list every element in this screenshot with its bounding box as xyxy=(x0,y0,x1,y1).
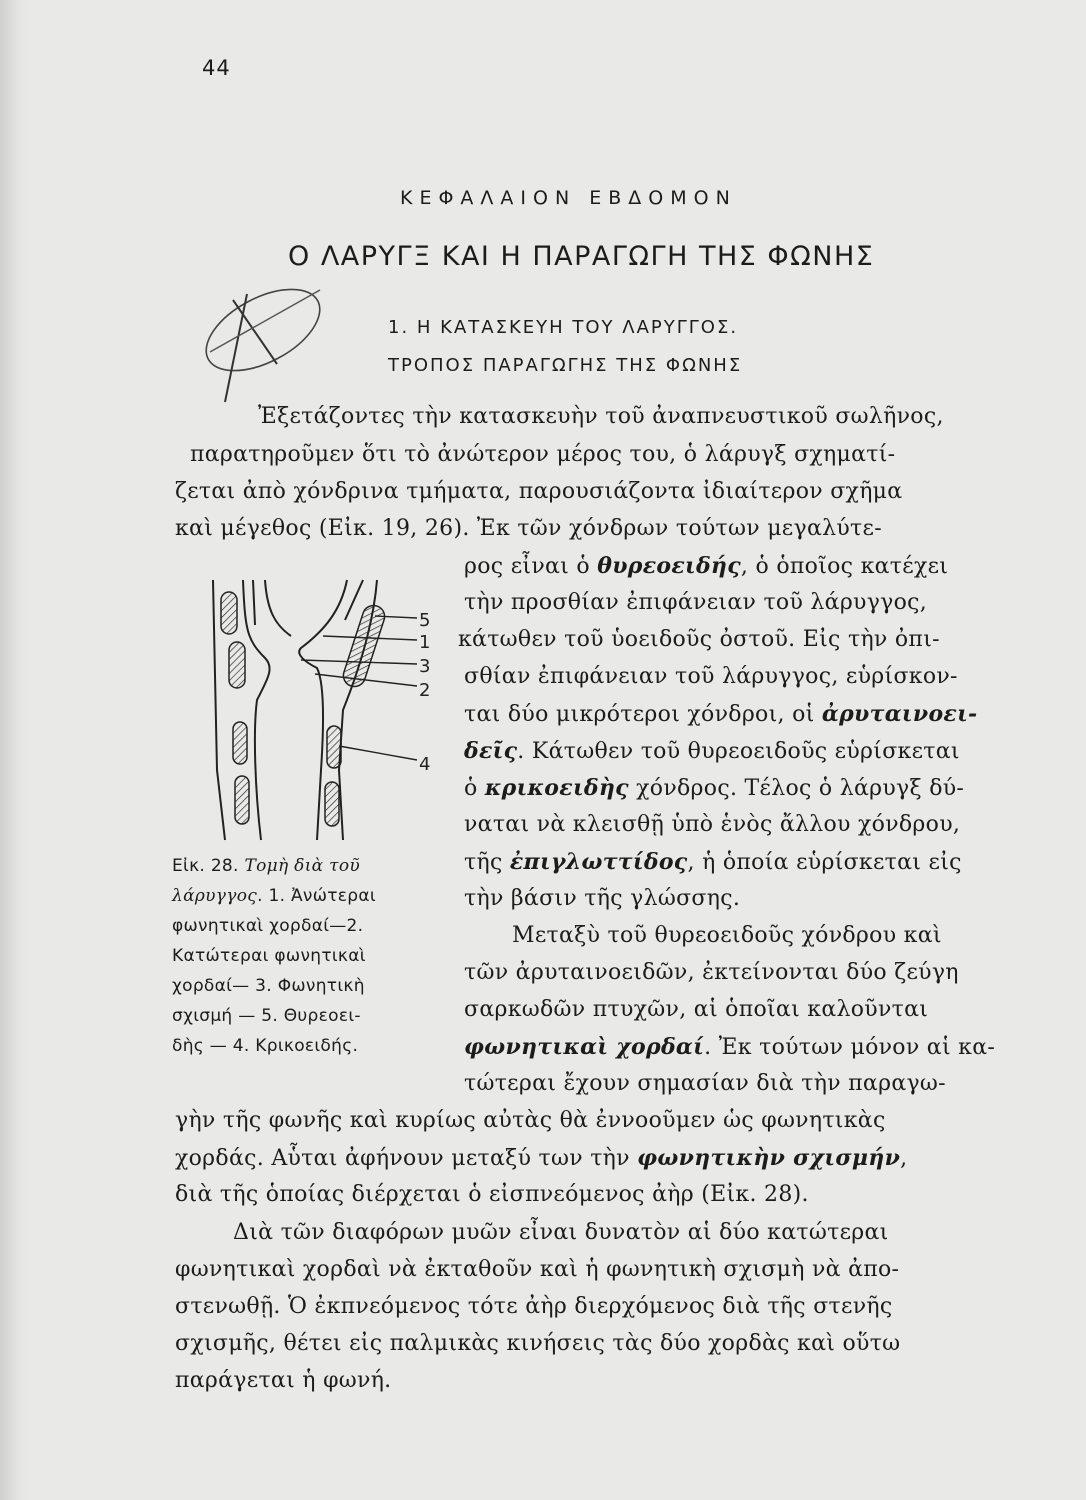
body-line xyxy=(464,738,960,764)
body-line: σθίαν ἐπιφάνειαν τοῦ λάρυγγος, εὑρίσκον- xyxy=(464,664,958,689)
body-line: παρατηροῦμεν ὅτι τὸ ἀνώτερον μέρος του, ὁ λάρυγξ σχηματί- xyxy=(190,442,896,467)
left-lower-cartilage-1 xyxy=(233,722,247,764)
section-heading-line-1: 1. Η ΚΑΤΑΣΚΕΥΗ ΤΟΥ ΛΑΡΥΓΓΟΣ. xyxy=(388,317,739,338)
text-run: ρος εἶναι ὁ xyxy=(464,554,598,579)
figure-caption-line: σχισμή — 5. Θυρεοει- xyxy=(172,1006,361,1026)
body-line: διὰ τῆς ὁποίας διέρχεται ὁ εἰσπνεόμενος ἀὴρ (Εἰκ. 28). xyxy=(175,1182,809,1207)
text-run: ται δύο μικρότεροι χόνδροι, οἱ xyxy=(464,702,822,727)
section-heading-line-2: ΤΡΟΠΟΣ ΠΑΡΑΓΩΓΗΣ ΤΗΣ ΦΩΝΗΣ xyxy=(388,355,743,376)
caption-italic: λάρυγγος xyxy=(172,886,258,906)
body-line xyxy=(464,849,962,875)
text-run: χορδάς. Αὗται ἀφήνουν μεταξύ των τὴν xyxy=(175,1146,638,1171)
caption-text: . 1. Ἀνώτεραι xyxy=(257,886,376,906)
term-cricoid: κρικοειδὴς xyxy=(484,775,629,801)
body-line: σαρκωδῶν πτυχῶν, αἱ ὁποῖαι καλοῦνται xyxy=(464,997,929,1022)
term-arytenoid-end: δεῖς xyxy=(464,738,518,764)
body-line: τῶν ἀρυταινοειδῶν, ἐκτείνονται δύο ζεύγη xyxy=(464,960,959,985)
term-epiglottis: ἐπιγλωττίδος xyxy=(509,849,688,875)
body-line xyxy=(175,1145,907,1171)
term-vocal-cords: φωνητικαὶ χορδαί xyxy=(464,1034,705,1060)
body-line: τὴν βάσιν τῆς γλώσσης. xyxy=(464,886,741,911)
body-line: τώτεραι ἔχουν σημασίαν διὰ τὴν παραγω- xyxy=(464,1071,946,1096)
larynx-diagram xyxy=(205,570,445,850)
figure-caption-line: φωνητικαὶ χορδαί—2. xyxy=(172,916,364,936)
pen-mark-icon xyxy=(185,282,335,412)
term-thyroid: θυρεοειδής xyxy=(597,553,741,579)
left-mid-cartilage xyxy=(229,642,245,688)
body-line: στενωθῇ. Ὁ ἐκπνεόμενος τότε ἀὴρ διερχόμενος διὰ τῆς στενῆς xyxy=(175,1294,893,1319)
body-line: κάτωθεν τοῦ ὑοειδοῦς ὀστοῦ. Εἰς τὴν ὀπι- xyxy=(458,627,940,652)
text-run: τῆς xyxy=(464,850,510,875)
figure-caption-line xyxy=(172,886,376,906)
figure-caption-line xyxy=(172,856,360,876)
text-run: , xyxy=(900,1146,908,1171)
body-line: φωνητικαὶ χορδαὶ νὰ ἐκταθοῦν καὶ ἡ φωνητικὴ σχισμὴ νὰ ἀπο- xyxy=(175,1257,900,1282)
left-lower-cartilage-2 xyxy=(235,776,249,824)
caption-fig-number: Εἰκ. 28. xyxy=(172,856,245,876)
body-line xyxy=(464,553,948,579)
leader-4 xyxy=(339,746,417,760)
cricoid-cartilage-2 xyxy=(325,782,339,826)
text-run: , ἡ ὁποία εὑρίσκεται εἰς xyxy=(687,850,962,875)
body-line: Ἐξετάζοντες τὴν κατασκευὴν τοῦ ἀναπνευστικοῦ σωλῆνος, xyxy=(258,404,944,429)
figure-caption-line: Κατώτεραι φωνητικαὶ xyxy=(172,946,366,966)
body-line: Διὰ τῶν διαφόρων μυῶν εἶναι δυνατὸν αἱ δύο κατώτεραι xyxy=(233,1220,889,1245)
label-4: 4 xyxy=(419,754,431,775)
body-line: ναται νὰ κλεισθῇ ὑπὸ ἑνὸς ἄλλου χόνδρου, xyxy=(464,812,961,837)
chapter-title: Ο ΛΑΡΥΓΞ ΚΑΙ Η ΠΑΡΑΓΩΓΗ ΤΗΣ ΦΩΝΗΣ xyxy=(288,241,875,272)
body-line: τὴν προσθίαν ἐπιφάνειαν τοῦ λάρυγγος, xyxy=(464,590,928,615)
body-line xyxy=(464,775,964,801)
term-glottis: φωνητικὴν σχισμήν xyxy=(637,1145,901,1171)
term-arytenoid: ἀρυταινοει- xyxy=(821,701,978,727)
left-upper-cartilage xyxy=(221,592,237,634)
body-line: ζεται ἀπὸ χόνδρινα τμήματα, παρουσιάζοντα ἰδιαίτερον σχῆμα xyxy=(175,479,903,504)
body-line: παράγεται ἡ φωνή. xyxy=(175,1368,392,1393)
label-2: 2 xyxy=(419,680,431,701)
body-line xyxy=(464,701,977,727)
cricoid-cartilage-1 xyxy=(327,726,341,768)
body-line: καὶ μέγεθος (Εἰκ. 19, 26). Ἐκ τῶν χόνδρων τούτων μεγαλύτε- xyxy=(175,516,882,541)
text-run: χόνδρος. Τέλος ὁ λάρυγξ δύ- xyxy=(628,776,965,801)
caption-italic: Τομὴ διὰ τοῦ xyxy=(244,856,361,876)
label-1: 1 xyxy=(419,632,431,653)
text-run: ὁ xyxy=(464,776,485,801)
chapter-label: ΚΕΦΑΛΑΙΟΝ ΕΒΔΟΜΟΝ xyxy=(400,187,737,209)
body-line: γὴν τῆς φωνῆς καὶ κυρίως αὐτὰς θὰ ἐννοοῦμεν ὡς φωνητικὰς xyxy=(175,1108,886,1133)
label-3: 3 xyxy=(419,656,431,677)
text-run: , ὁ ὁποῖος κατέχει xyxy=(740,554,949,579)
text-run: . Κάτωθεν τοῦ θυρεοειδοῦς εὑρίσκεται xyxy=(517,739,960,764)
text-run: . Ἐκ τούτων μόνον αἱ κα- xyxy=(704,1035,996,1060)
page-edge xyxy=(0,0,30,1500)
figure-caption-line: δὴς — 4. Κρικοειδής. xyxy=(172,1036,359,1056)
body-line xyxy=(464,1034,995,1060)
label-5: 5 xyxy=(419,610,431,631)
figure-caption-line: χορδαί— 3. Φωνητικὴ xyxy=(172,976,365,996)
body-line: Μεταξὺ τοῦ θυρεοειδοῦς χόνδρου καὶ xyxy=(512,923,942,948)
body-line: σχισμῆς, θέτει εἰς παλμικὰς κινήσεις τὰς δύο χορδὰς καὶ οὕτω xyxy=(175,1331,901,1356)
page-number: 44 xyxy=(202,56,231,80)
section-heading xyxy=(388,309,742,385)
